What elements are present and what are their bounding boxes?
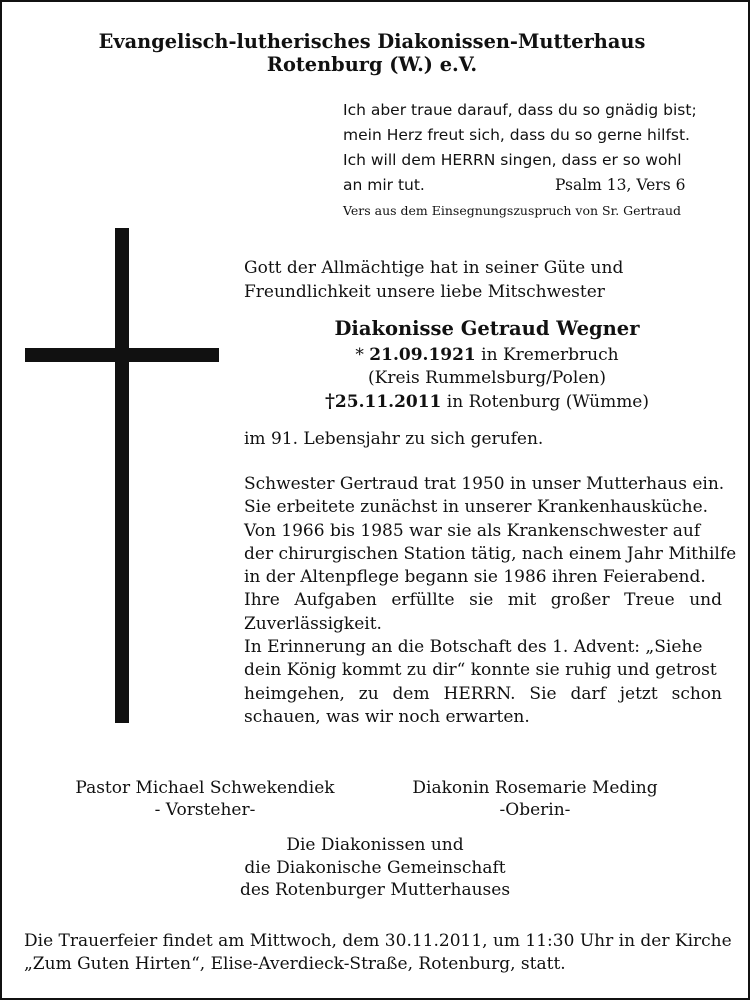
signature-role: -Oberin- [499, 800, 571, 820]
death-place: in Rotenburg (Wümme) [446, 392, 650, 412]
intro-line: Freundlichkeit unsere liebe Mitschwester [244, 281, 605, 302]
signature-deaconess [390, 777, 680, 821]
signature-name: Pastor Michael Schwekendiek [75, 778, 335, 798]
verse-line: Ich will dem HERRN singen, dass er so wohl [343, 151, 682, 169]
body-line: in der Altenpflege begann sie 1986 ihren Feierabend. [244, 567, 706, 588]
body-line: Ihre Aufgaben erfüllte sie mit großer Treue und [244, 590, 722, 611]
life-dates [244, 344, 730, 414]
birth-line [244, 344, 730, 367]
birth-region: (Kreis Rummelsburg/Polen) [368, 368, 606, 388]
cross-icon [115, 228, 129, 723]
body-line: schauen, was wir noch erwarten. [244, 706, 530, 727]
community-signature [0, 834, 750, 902]
funeral-line: Die Trauerfeier findet am Mittwoch, dem 30.11.2011, um 11:30 Uhr in der Kirche [24, 931, 732, 951]
signature-name: Diakonin Rosemarie Meding [412, 778, 658, 798]
verse-line: an mir tut. [343, 176, 425, 194]
header-organization: Evangelisch-lutherisches Diakonissen-Mutterhaus [98, 30, 646, 53]
funeral-line: „Zum Guten Hirten“, Elise-Averdieck-Straße, Rotenburg, statt. [24, 954, 566, 974]
intro-line: Gott der Allmächtige hat in seiner Güte und [244, 258, 624, 278]
notice-header [0, 30, 750, 76]
community-line: Die Diakonissen und [286, 835, 464, 855]
header-location: Rotenburg (W.) e.V. [266, 53, 478, 76]
signature-role: - Vorsteher- [154, 800, 256, 820]
body-line: Sie erbeitete zunächst in unserer Krankenhausküche. [244, 497, 709, 518]
birth-date: 21.09.1921 [369, 345, 476, 365]
verse-line: mein Herz freut sich, dass du so gerne hilfst. [343, 126, 690, 144]
body-line: heimgehen, zu dem HERRN. Sie darf jetzt schon [244, 683, 722, 704]
body-line: Schwester Gertraud trat 1950 in unser Mutterhaus ein. [244, 474, 725, 494]
intro-text [244, 257, 623, 304]
body-line: der chirurgischen Station tätig, nach einem Jahr Mithilfe [244, 543, 737, 564]
community-line: die Diakonische Gemeinschaft [244, 857, 506, 878]
death-line [244, 390, 730, 414]
signature-pastor [60, 777, 350, 821]
birth-symbol: * [355, 345, 364, 365]
body-line: In Erinnerung an die Botschaft des 1. Advent: „Siehe [244, 637, 703, 658]
body-line: dein König kommt zu dir“ konnte sie ruhig und getrost [244, 660, 717, 681]
deceased-name: Diakonisse Getraud Wegner [334, 317, 640, 340]
dagger-icon: † [324, 390, 335, 412]
psalm-reference: Psalm 13, Vers 6 [555, 176, 686, 194]
body-line: Von 1966 bis 1985 war sie als Krankenschwester auf [244, 520, 701, 541]
body-line: Zuverlässigkeit. [244, 613, 382, 634]
death-date: 25.11.2011 [334, 392, 442, 412]
funeral-notice [24, 930, 732, 976]
obituary-body [244, 473, 737, 729]
age-line: im 91. Lebensjahr zu sich gerufen. [244, 429, 544, 449]
cross-icon-bar [25, 348, 219, 362]
community-line: des Rotenburger Mutterhauses [239, 880, 511, 900]
birth-place: in Kremerbruch [481, 345, 619, 365]
verse-source: Vers aus dem Einsegnungszuspruch von Sr. Gertraud [343, 203, 682, 218]
verse-line: Ich aber traue darauf, dass du so gnädig bist; [343, 101, 697, 119]
